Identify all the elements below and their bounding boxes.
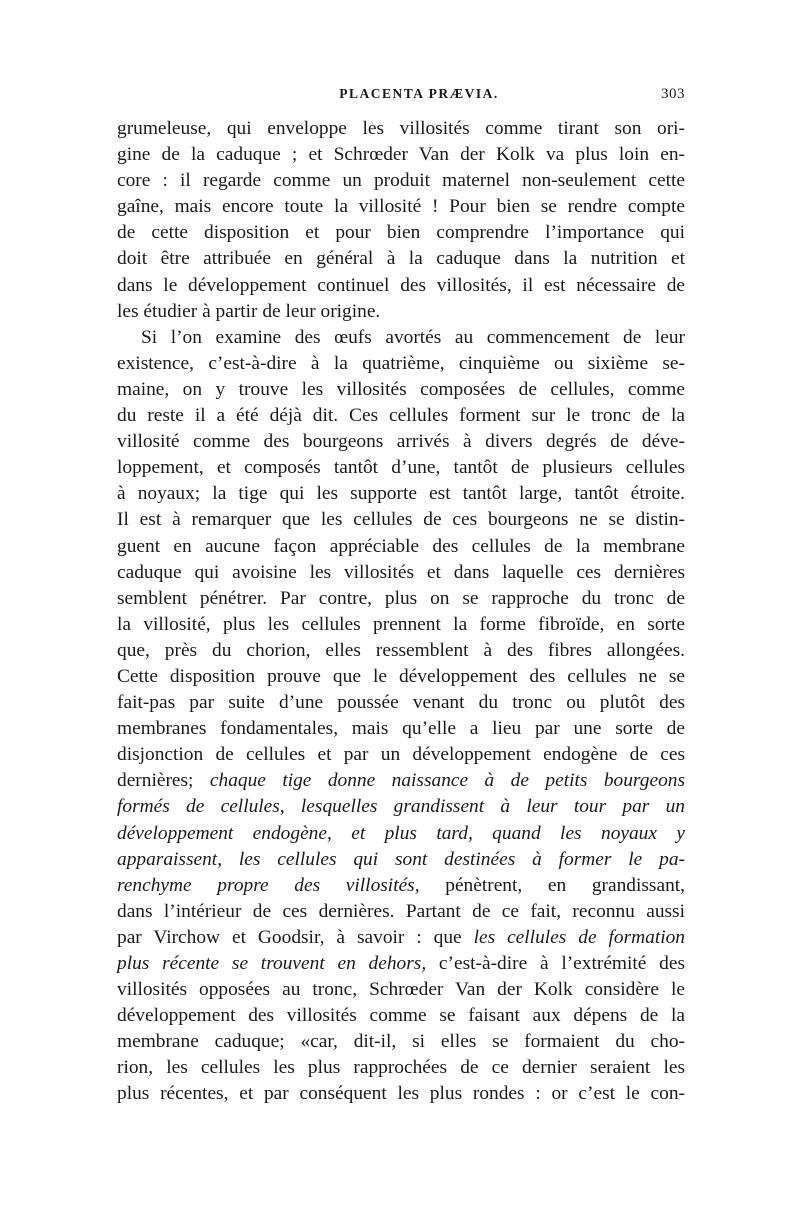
text-line: [117, 534, 685, 560]
running-header: [117, 86, 685, 114]
text-line: [117, 899, 685, 925]
text-segment: caduque qui avoisine les villosités et dans laquelle ces dernières: [117, 561, 685, 583]
italic-text-segment: renchyme propre des villosités,: [117, 874, 420, 896]
text-line: [117, 142, 685, 168]
italic-text-segment: formés de cellules, lesquelles grandissent à leur tour par un: [117, 796, 685, 818]
text-segment: Il est à remarquer que les cellules de ces bourgeons ne se distin-: [117, 509, 685, 531]
text-line: [117, 716, 685, 742]
text-line: [117, 873, 685, 899]
text-line: [117, 794, 685, 820]
text-segment: de cette disposition et pour bien comprendre l’importance qui: [117, 222, 685, 244]
text-line: [117, 273, 685, 299]
text-line: [117, 481, 685, 507]
text-segment: que, près du chorion, elles ressemblent à des fibres allongées.: [117, 639, 685, 661]
italic-text-segment: les cellules de formation: [473, 926, 685, 948]
text-segment: gine de la caduque ; et Schrœder Van der Kolk va plus loin en-: [117, 144, 685, 166]
text-line: [117, 768, 685, 794]
text-line: [117, 351, 685, 377]
body-text: [117, 116, 685, 1108]
text-line: [117, 194, 685, 220]
text-segment: core : il regarde comme un produit maternel non-seulement cette: [117, 170, 685, 192]
text-segment: maine, on y trouve les villosités composées de cellules, comme: [117, 378, 685, 400]
running-title: PLACENTA PRÆVIA.: [339, 86, 499, 101]
page-number: 303: [661, 86, 685, 102]
text-line: [117, 377, 685, 403]
text-segment: les étudier à partir de leur origine.: [117, 300, 381, 322]
text-segment: dans l’intérieur de ces dernières. Partant de ce fait, reconnu aussi: [117, 900, 685, 922]
text-segment: gaîne, mais encore toute la villosité ! Pour bien se rendre compte: [117, 196, 685, 218]
text-line: [117, 951, 685, 977]
text-line: [117, 690, 685, 716]
text-line: [117, 638, 685, 664]
text-line: [117, 116, 685, 142]
text-line: [117, 560, 685, 586]
book-page: [117, 86, 685, 1108]
text-segment: c’est-à-dire à l’extrémité des: [426, 953, 685, 974]
text-segment: Cette disposition prouve que le développement des cellules ne se: [117, 665, 685, 687]
text-line: [117, 220, 685, 246]
text-line: [117, 847, 685, 873]
text-line: [117, 742, 685, 768]
text-segment: membrane caduque; «car, dit-il, si elles se formaient du cho-: [117, 1031, 685, 1053]
text-line: [117, 821, 685, 847]
text-segment: existence, c’est-à-dire à la quatrième, cinquième ou sixième se-: [117, 352, 685, 374]
text-line: [117, 925, 685, 951]
text-line: [117, 1003, 685, 1029]
text-segment: Si l’on examine des œufs avortés au commencement de leur: [141, 326, 685, 348]
text-line: [117, 664, 685, 690]
text-line: [117, 612, 685, 638]
text-segment: pénètrent, en grandissant,: [419, 874, 686, 896]
text-line: [117, 299, 685, 325]
text-line: [117, 325, 685, 351]
text-line: [117, 246, 685, 272]
text-line: [117, 455, 685, 481]
text-segment: rion, les cellules les plus rapprochées de ce dernier seraient les: [117, 1057, 685, 1079]
text-line: [117, 429, 685, 455]
text-segment: du reste il a été déjà dit. Ces cellules forment sur le tronc de la: [117, 405, 685, 427]
text-segment: doit être attribuée en général à la caduque dans la nutrition et: [117, 248, 685, 270]
text-segment: membranes fondamentales, mais qu’elle a lieu par une sorte de: [117, 718, 685, 740]
text-line: [117, 1055, 685, 1081]
text-line: [117, 1081, 685, 1107]
text-segment: villosités opposées au tronc, Schrœder Van der Kolk considère le: [117, 979, 685, 1001]
text-segment: la villosité, plus les cellules prennent la forme fibroïde, en sorte: [117, 613, 685, 635]
text-segment: plus récentes, et par conséquent les plus rondes : or c’est le con-: [117, 1083, 685, 1105]
text-segment: à noyaux; la tige qui les supporte est tantôt large, tantôt étroite.: [117, 483, 685, 505]
italic-text-segment: développement endogène, et plus tard, quand les noyaux y: [117, 822, 685, 844]
text-segment: par Virchow et Goodsir, à savoir : que: [117, 926, 474, 948]
text-segment: villosité comme des bourgeons arrivés à divers degrés de déve-: [117, 431, 685, 453]
text-segment: guent en aucune façon appréciable des cellules de la membrane: [117, 535, 685, 557]
text-segment: développement des villosités comme se faisant aux dépens de la: [117, 1005, 685, 1027]
text-line: [117, 977, 685, 1003]
italic-text-segment: apparaissent, les cellules qui sont destinées à former le pa-: [117, 848, 685, 870]
text-line: [117, 168, 685, 194]
text-segment: grumeleuse, qui enveloppe les villosités comme tirant son ori-: [117, 118, 685, 139]
text-segment: dernières;: [117, 770, 210, 792]
text-line: [117, 586, 685, 612]
text-segment: dans le développement continuel des villosités, il est nécessaire de: [117, 274, 685, 296]
text-segment: loppement, et composés tantôt d’une, tantôt de plusieurs cellules: [117, 457, 685, 479]
text-segment: semblent pénétrer. Par contre, plus on se rapproche du tronc de: [117, 587, 685, 609]
text-line: [117, 507, 685, 533]
text-segment: disjonction de cellules et par un développement endogène de ces: [117, 744, 685, 766]
text-line: [117, 1029, 685, 1055]
italic-text-segment: plus récente se trouvent en dehors,: [117, 953, 427, 974]
italic-text-segment: chaque tige donne naissance à de petits bourgeons: [209, 770, 686, 792]
text-segment: fait-pas par suite d’une poussée venant du tronc ou plutôt des: [117, 692, 685, 714]
text-line: [117, 403, 685, 429]
